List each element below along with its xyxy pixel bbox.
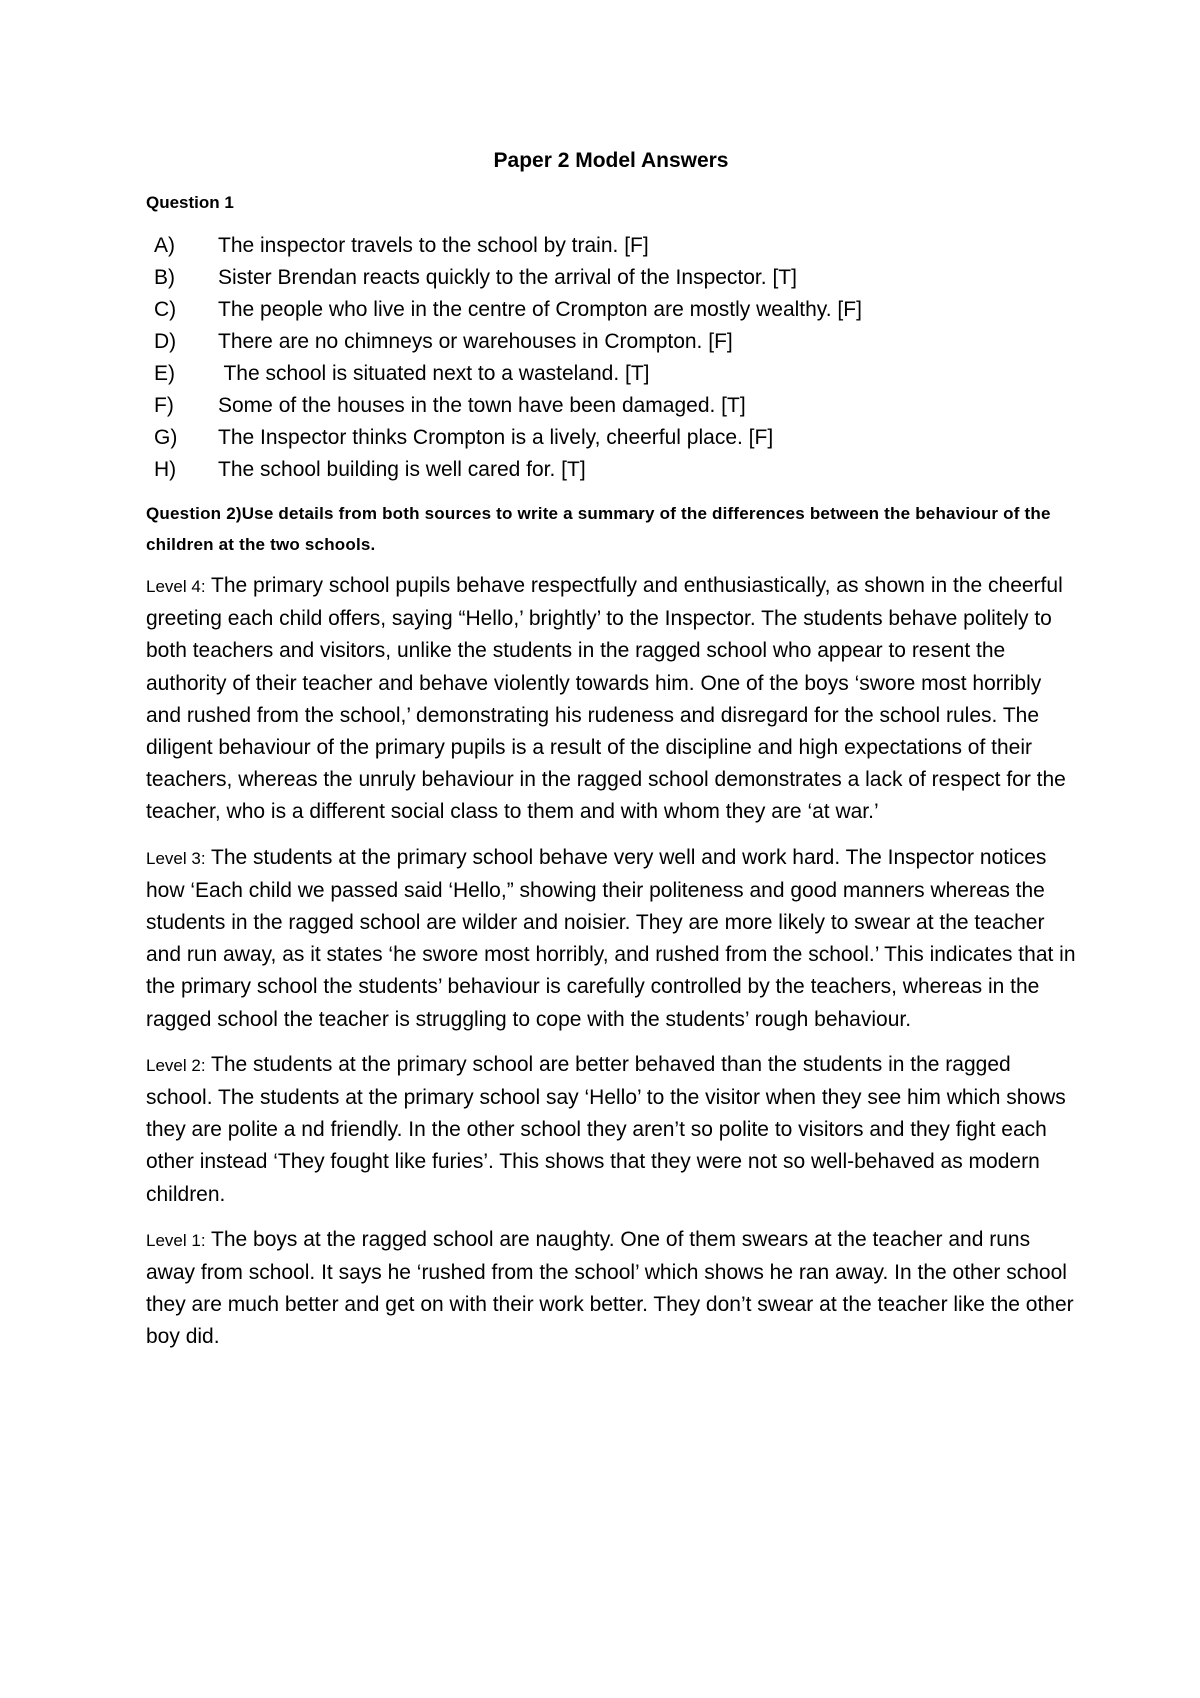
- list-item: [146, 422, 1076, 454]
- list-item: [146, 262, 1076, 294]
- list-item-text: Some of the houses in the town have been damaged. [T]: [218, 394, 746, 417]
- level-3-answer: [146, 842, 1076, 1036]
- level-answer-text: The students at the primary school behave very well and work hard. The Inspector notices how ‘Each child we passed said ‘Hello,” showing their politeness and good manners whereas the students in the ragged school are wilder and noisier. They are more likely to swear at the teacher and run away, as it states ‘he swore most horribly, and rushed from the school.’ This indicates that in the primary school the students’ behaviour is carefully controlled by the teachers, whereas in the ragged school the teacher is struggling to cope with the students’ rough behaviour.: [146, 845, 1076, 1031]
- list-item-letter: G): [154, 426, 178, 449]
- list-item-letter: A): [154, 234, 175, 257]
- level-answer-text: The boys at the ragged school are naughty. One of them swears at the teacher and runs away from school. It says he ‘rushed from the school’ which shows he ran away. In the other school they are much better and get on with their work better. They don’t swear at the teacher like the other boy did.: [146, 1227, 1074, 1349]
- list-item: [146, 294, 1076, 326]
- level-1-answer: [146, 1224, 1076, 1354]
- level-label: Level 3:: [146, 848, 206, 868]
- list-item: [146, 454, 1076, 486]
- question-2-heading: Question 2)Use details from both sources to write a summary of the differences between the behaviour of the children at the two schools.: [146, 504, 1051, 554]
- list-item-letter: B): [154, 266, 175, 289]
- question-1-heading: Question 1: [146, 193, 234, 212]
- level-4-answer: [146, 570, 1076, 829]
- list-item-text: The inspector travels to the school by train. [F]: [218, 234, 649, 257]
- true-false-list: [146, 230, 1076, 486]
- list-item-letter: D): [154, 330, 177, 353]
- list-item: [146, 326, 1076, 358]
- document-title: Paper 2 Model Answers: [493, 149, 729, 172]
- list-item: [146, 358, 1076, 390]
- list-item-text: There are no chimneys or warehouses in Crompton. [F]: [218, 330, 733, 353]
- list-item: [146, 230, 1076, 262]
- list-item-text: The school is situated next to a wasteland. [T]: [218, 362, 650, 385]
- list-item-text: The people who live in the centre of Crompton are mostly wealthy. [F]: [218, 298, 862, 321]
- list-item-letter: H): [154, 458, 177, 481]
- document-body: [146, 146, 1076, 1367]
- level-2-answer: [146, 1049, 1076, 1211]
- level-label: Level 4:: [146, 577, 206, 596]
- list-item-letter: F): [154, 394, 174, 417]
- level-answer-text: The primary school pupils behave respectfully and enthusiastically, as shown in the cheerful greeting each child offers, saying “Hello,’ brightly’ to the Inspector. The students behave politely to both teachers and visitors, unlike the students in the ragged school who appear to resent the authority of their teacher and behave violently towards him. One of the boys ‘swore most horribly and rushed from the school,’ demonstrating his rudeness and disregard for the school rules. The diligent behaviour of the primary pupils is a result of the discipline and high expectations of their teachers, whereas the unruly behaviour in the ragged school demonstrates a lack of respect for the teacher, who is a different social class to them and with whom they are ‘at war.’: [146, 574, 1066, 824]
- list-item-letter: C): [154, 298, 177, 321]
- list-item-letter: E): [154, 362, 175, 385]
- list-item-text: The Inspector thinks Crompton is a lively, cheerful place. [F]: [218, 426, 774, 449]
- level-label: Level 1:: [146, 1230, 206, 1250]
- level-answer-text: The students at the primary school are better behaved than the students in the ragged school. The students at the primary school say ‘Hello’ to the visitor when they see him which shows they are polite a nd friendly. In the other school they aren’t so polite to visitors and they fight each other instead ‘They fought like furies’. This shows that they were not so well-behaved as modern children.: [146, 1052, 1066, 1206]
- list-item: [146, 390, 1076, 422]
- list-item-text: The school building is well cared for. [T]: [218, 458, 586, 481]
- list-item-text: Sister Brendan reacts quickly to the arrival of the Inspector. [T]: [218, 266, 797, 289]
- level-label: Level 2:: [146, 1055, 206, 1075]
